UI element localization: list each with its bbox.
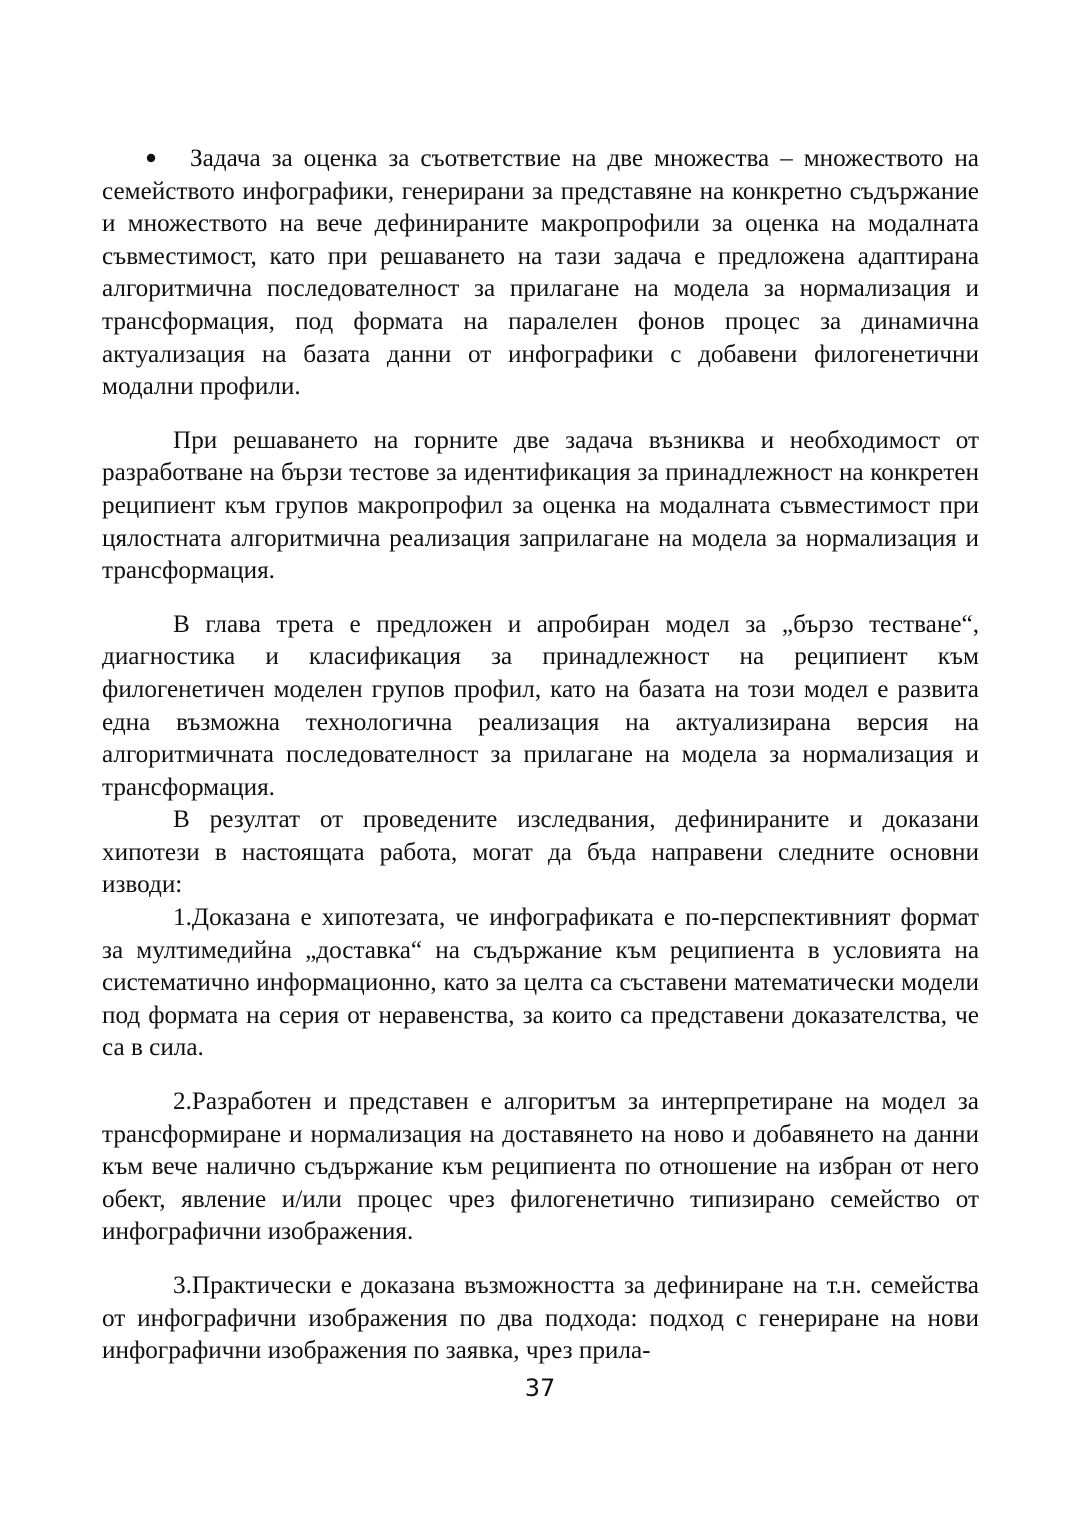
paragraph-conclusion-3: 3.Практически е доказана възможността за дефиниране на т.н. семейства от инфографични изображения по два подхода: подход с генериране на нови инфографични изображения по заявка, чрез прила- [102, 1272, 979, 1365]
paragraph-conclusion-1: 1.Доказана е хипотезата, че инфографиката е по-перспективният формат за мултимедийна „доставка“ на съдържание към реципиента в условията на систематично информационно, като за целта са съставени математически модели под формата на серия от неравенства, за които са представени доказателства, че са в сила. [102, 904, 979, 1062]
paragraph-conclusion-2: 2.Разработен и представен е алгоритъм за интерпретиране на модел за трансформиране и нормализация на доставянето на ново и добавянето на данни към вече налично съдържание към реципиента по отношение на избран от него обект, явление и/или процес чрез филогенетично типизирано семейство от инфографични изображения. [102, 1088, 979, 1246]
paragraph-conclusions-intro: В резултат от проведените изследвания, дефинираните и доказани хипотези в настоящата работа, могат да бъда направени следните основни изводи: [102, 806, 979, 899]
document-body [102, 143, 979, 1368]
bullet-paragraph [102, 143, 979, 404]
page-number: 37 [524, 1374, 556, 1402]
bullet-paragraph-text: Задача за оценка за съответствие на две множества – множеството на семейството инфографики, генерирани за представяне на конкретно съдържание и множеството на вече дефинираните макропрофили за оценка на модалната съвместимост, като при решаването на тази задача е предложена адаптирана алгоритмична последователност за прилагане на модела за нормализация и трансформация, под формата на паралелен фонов процес за динамична актуализация на базата данни от инфографики с добавени филогенетични модални профили. [102, 145, 979, 401]
paragraph-tasks-tests: При решаването на горните две задача възниква и необходимост от разработване на бързи тестове за идентификация за принадлежност на конкретен реципиент към групов макропрофил за оценка на модалната съвместимост при цялостната алгоритмична реализация заприлагане на модела за нормализация и трансформация. [102, 426, 979, 585]
paragraph-chapter-three: В глава трета е предложен и апробиран модел за „бързо тестване“, диагностика и класификация за принадлежност на реципиент към филогенетичен моделен групов профил, като на базата на този модел е развита една възможна технологична реализация на актуализирана версия на алгоритмичната последователност за прилагане на модела за нормализация и трансформация. [102, 610, 979, 801]
